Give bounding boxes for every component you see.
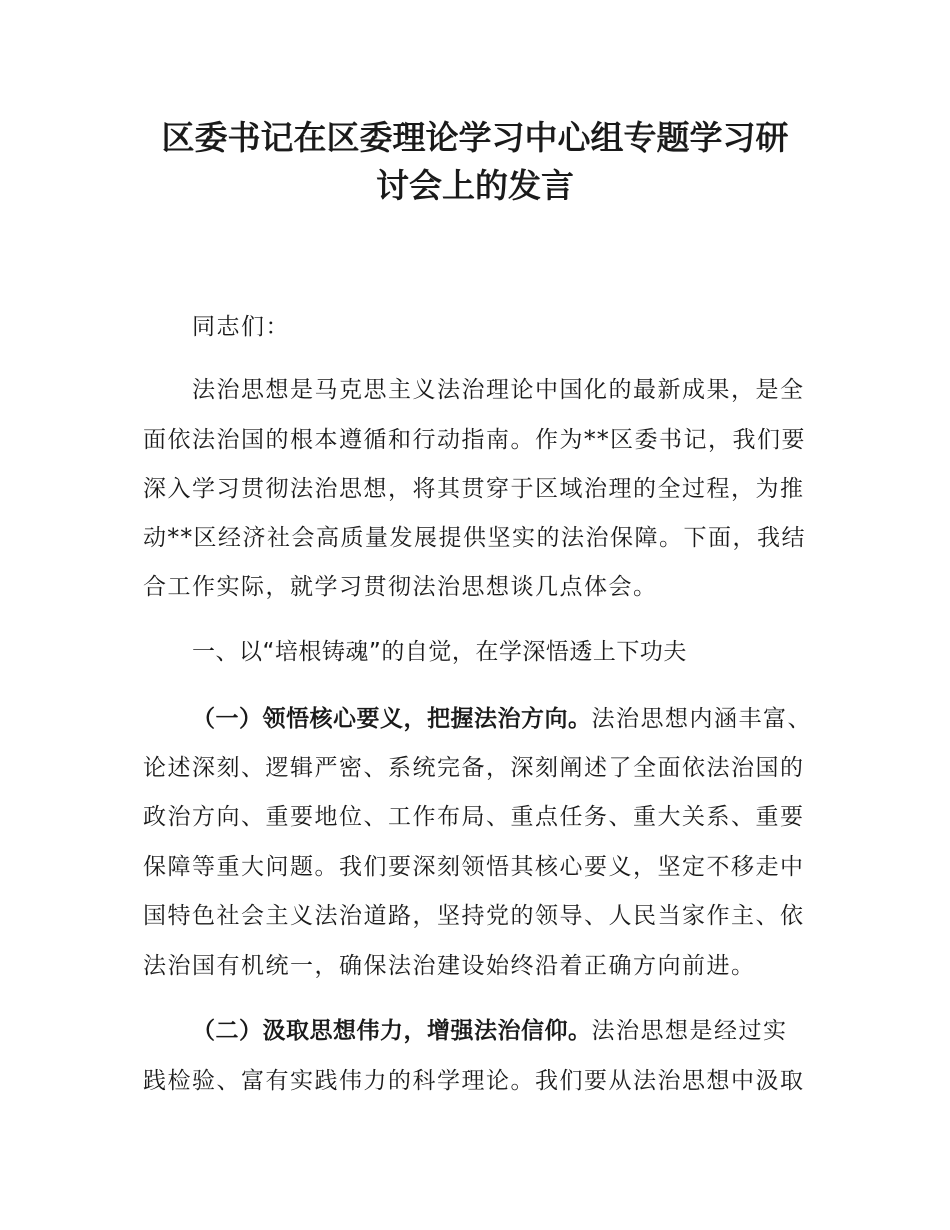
subsection-2-first-rest: 法治思想是经过实 — [591, 1018, 788, 1044]
subsection-2-line-2: 践检验、富有实践伟力的科学理论。我们要从法治思想中汲取 — [143, 1068, 805, 1094]
intro-line-3: 深入学习贯彻法治思想，将其贯穿于区域治理的全过程，为推 — [143, 476, 805, 502]
document-title-line-2: 讨会上的发言 — [376, 166, 574, 205]
subsection-1-line-6: 法治国有机统一，确保法治建设始终沿着正确方向前进。 — [143, 953, 756, 979]
document-title-line-1: 区委书记在区委理论学习中心组专题学习研 — [161, 118, 789, 157]
intro-line-2: 面依法治国的根本遵循和行动指南。作为**区委书记，我们要 — [143, 427, 806, 453]
subsection-1-line-4: 保障等重大问题。我们要深刻领悟其核心要义，坚定不移走中 — [143, 854, 805, 880]
subsection-2-first-line — [192, 1016, 892, 1046]
subsection-2-lead: （二）汲取思想伟力，增强法治信仰。 — [192, 1018, 592, 1044]
subsection-1-lead: （一）领悟核心要义，把握法治方向。 — [192, 706, 592, 732]
intro-line-5: 合工作实际，就学习贯彻法治思想谈几点体会。 — [143, 574, 658, 600]
intro-line-1: 法治思想是马克思主义法治理论中国化的最新成果，是全 — [192, 377, 805, 403]
greeting: 同志们： — [192, 314, 290, 340]
subsection-1-line-2: 论述深刻、逻辑严密、系统完备，深刻阐述了全面依法治国的 — [143, 755, 805, 781]
subsection-1-first-line — [192, 704, 892, 734]
subsection-1-line-5: 国特色社会主义法治道路，坚持党的领导、人民当家作主、依 — [143, 903, 805, 929]
section-1-heading: 一、以“培根铸魂”的自觉，在学深悟透上下功夫 — [192, 639, 687, 665]
intro-line-4: 动**区经济社会高质量发展提供坚实的法治保障。下面，我结 — [143, 525, 806, 551]
subsection-1-first-rest: 法治思想内涵丰富、 — [591, 706, 812, 732]
subsection-1-line-3: 政治方向、重要地位、工作布局、重点任务、重大关系、重要 — [143, 804, 805, 830]
